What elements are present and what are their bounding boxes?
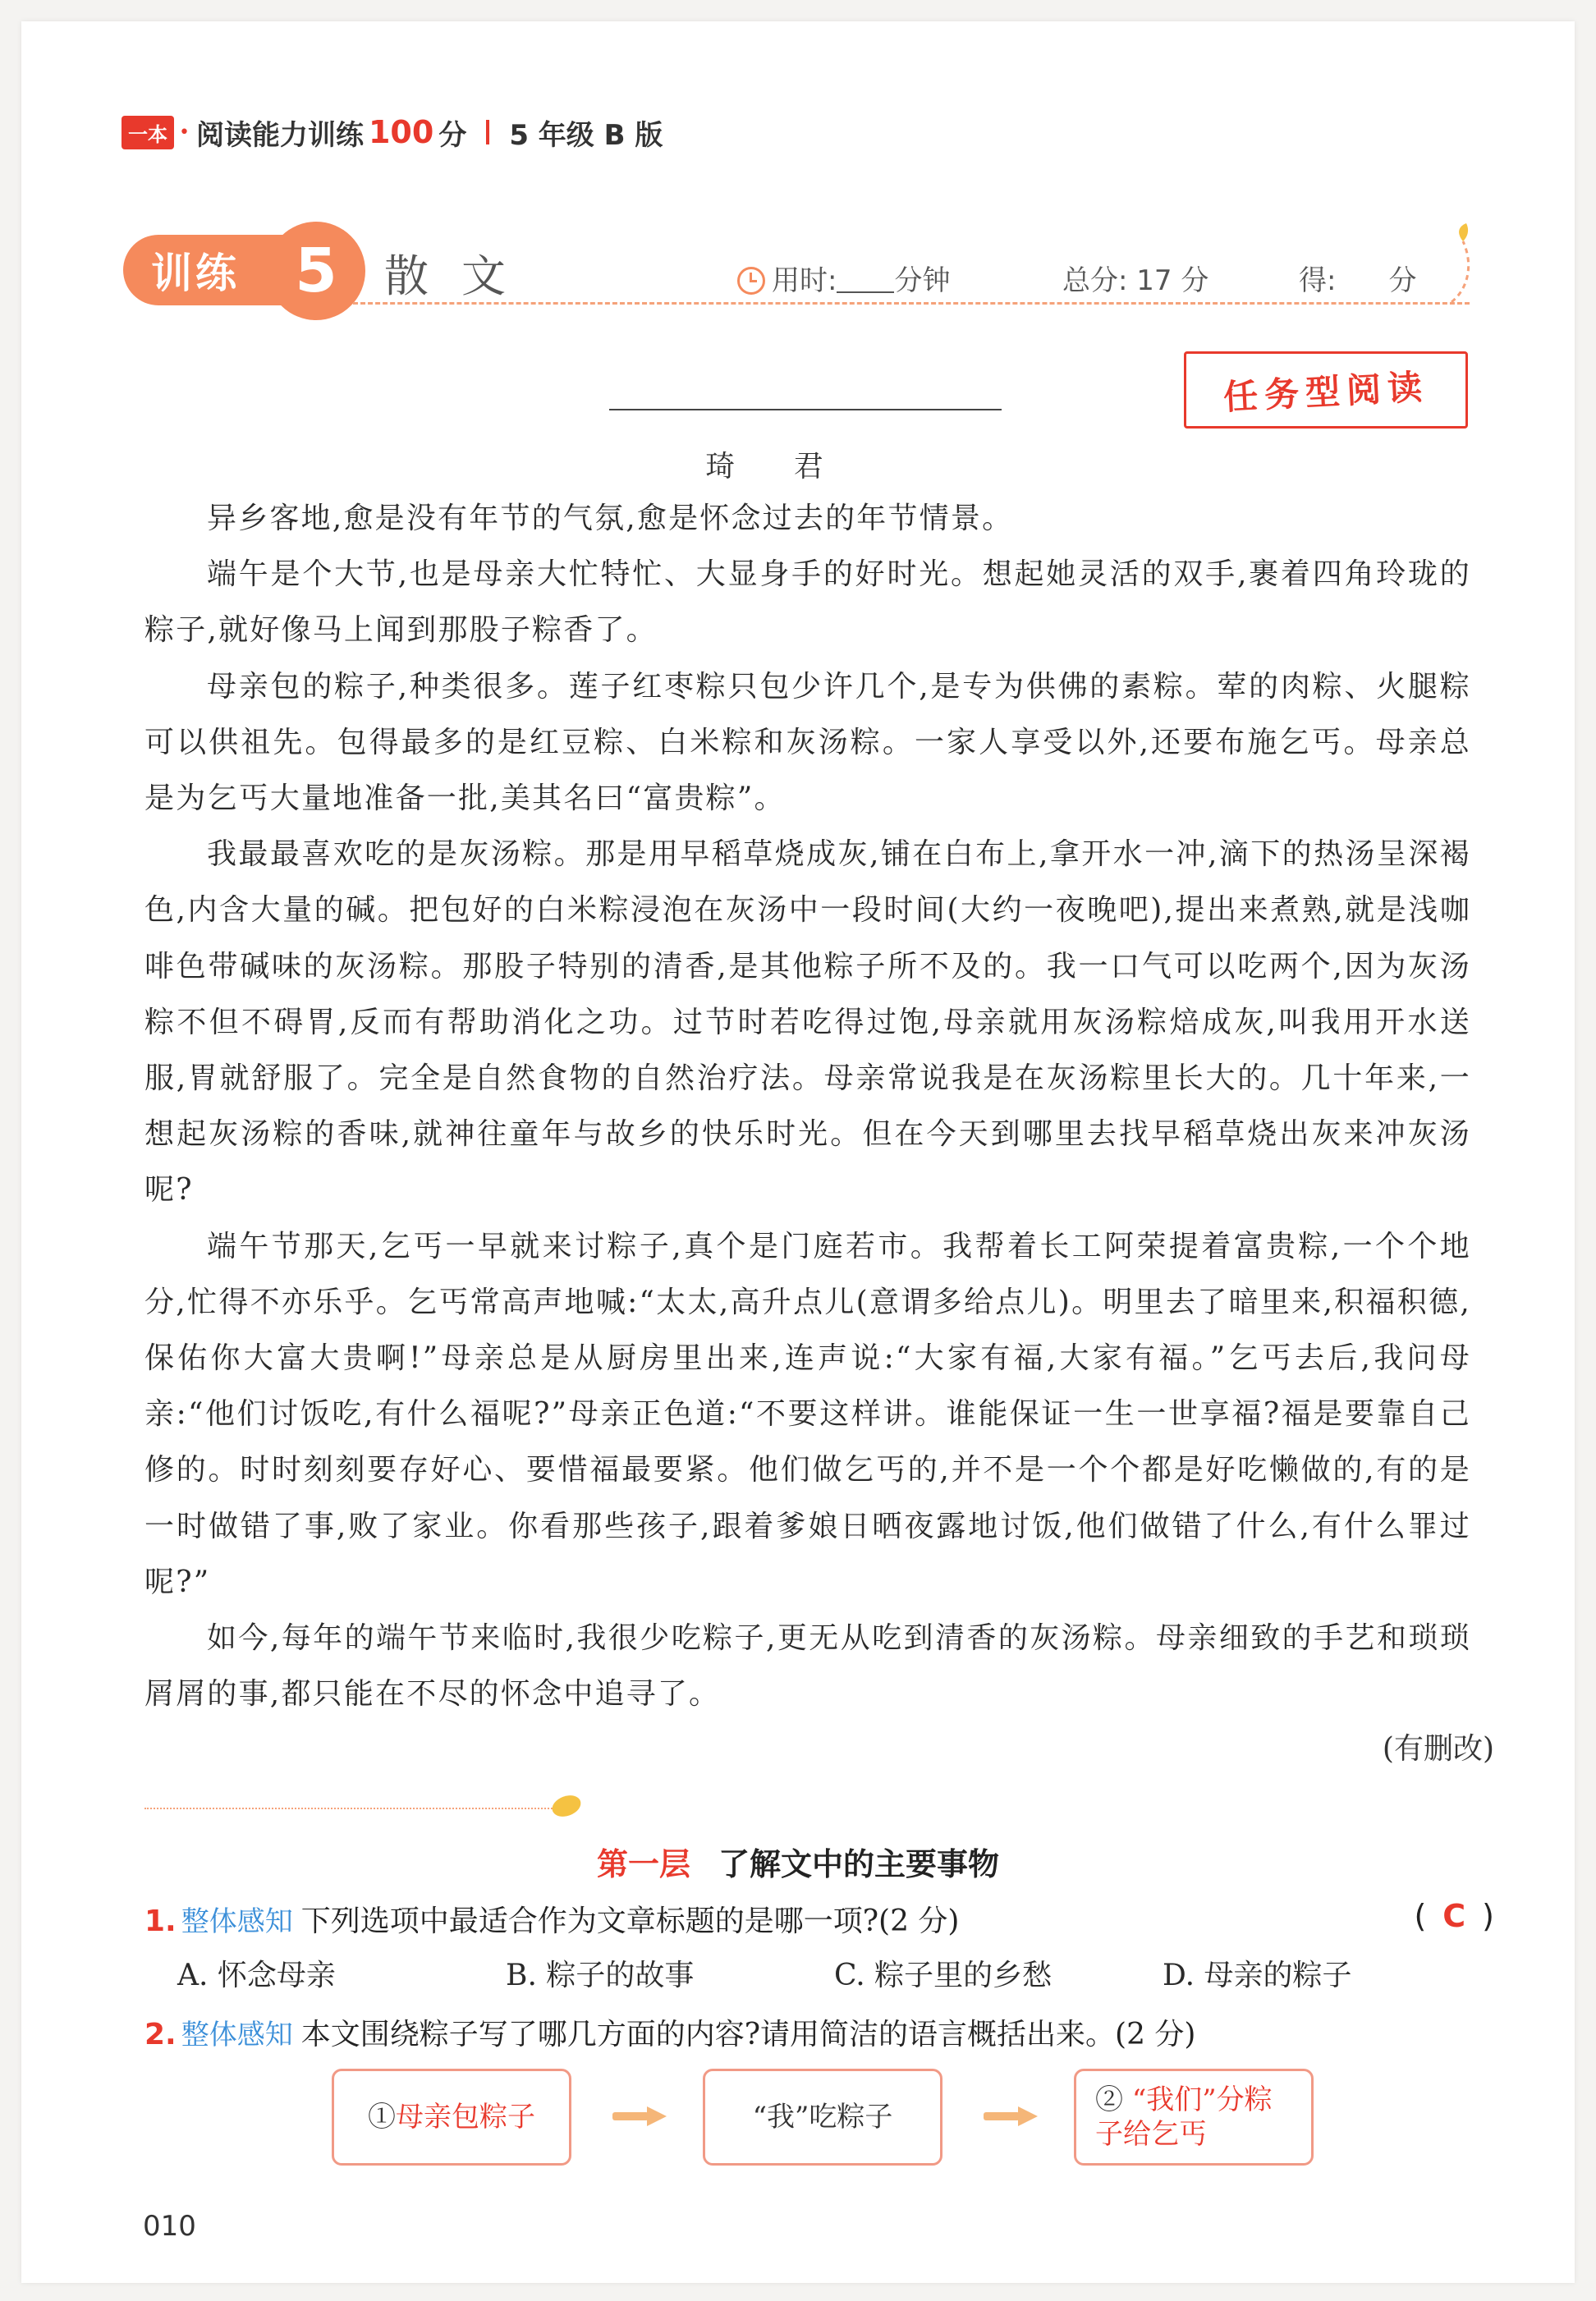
flow-box-1[interactable] [332,2069,571,2166]
handwritten-answer: “我们”分粽子给乞丐 [1095,2083,1273,2151]
lesson-header [123,222,1470,320]
clock-icon [737,267,765,295]
sprout-icon [1445,222,1478,304]
option-a[interactable]: A. 怀念母亲 [177,1959,336,1992]
score-unit: 分 [1388,264,1417,297]
lesson-number: 5 [267,222,365,320]
circled-number: ② [1095,2083,1123,2116]
answer-open-paren: ( [1414,1898,1427,1934]
title-blank-line[interactable] [609,409,1002,410]
book-title: 阅读能力训练 [195,118,364,152]
layer-heading [0,1839,1596,1884]
question-1 [144,1898,959,1940]
article-paragraph: 如今,每年的端午节来临时,我很少吃粽子,更无从吃到清香的灰汤粽。母亲细致的手艺和琐琐屑屑的事,都只能在不尽的怀念中追寻了。 [144,1621,1471,1712]
question-tag: 整体感知 [181,2019,293,2051]
flow-box-text [1095,2083,1292,2152]
lesson-label: 训练 [151,250,240,297]
circled-number: ① [368,2101,396,2134]
layer-title: 第一层 [596,1846,690,1882]
layer-subtitle: 了解文中的主要事物 [718,1846,1000,1882]
section-divider [144,1808,555,1809]
article-author: 琦 君 [705,450,848,484]
time-field [737,258,950,298]
score-label: 得: [1299,264,1337,297]
question-text: 本文围绕粽子写了哪几方面的内容?请用简洁的语言概括出来。(2 分) [300,2018,1196,2051]
header-divider [486,120,489,144]
flow-box-text: “我”吃粽子 [752,2101,893,2134]
book-score-unit: 分 [438,118,467,152]
flow-box-text [368,2100,535,2134]
option-b[interactable]: B. 粽子的故事 [506,1959,695,1992]
question-number: 2. [144,2018,177,2051]
book-header [122,113,663,151]
article-paragraph: 我最最喜欢吃的是灰汤粽。那是用早稻草烧成灰,铺在白布上,拿开水一冲,滴下的热汤呈深褐色,内含大量的碱。把包好的白米粽浸泡在灰汤中一段时间(大约一夜晚吧),提出来煮熟,就是浅咖啡色带碱味的灰汤粽。那股子特别的清香,是其他粽子所不及的。我一口气可以吃两个,因为灰汤粽不但不碍胃,反而有帮助消化之功。过节时若吃得过饱,母亲就用灰汤粽焙成灰,叫我用开水送服,胃就舒服了。完全是自然食物的自然治疗法。母亲常说我是在灰汤粽里长大的。几十年来,一想起灰汤粽的香味,就神往童年与故乡的快乐时光。但在今天到哪里去找早稻草烧出灰来冲灰汤呢? [144,837,1472,1208]
flow-box-3[interactable] [1074,2069,1314,2166]
option-d[interactable]: D. 母亲的粽子 [1163,1959,1352,1992]
answer-value: C [1442,1898,1466,1934]
question-2 [144,2011,1195,2053]
option-c[interactable]: C. 粽子里的乡愁 [834,1959,1053,1992]
question-tag: 整体感知 [181,1905,293,1938]
handwritten-answer: 母亲包粽子 [396,2101,535,2134]
article-paragraph: 端午是个大节,也是母亲大忙特忙、大显身手的好时光。想起她灵活的双手,裹着四角玲珑的粽子,就好像马上闻到那股子粽香了。 [144,557,1471,648]
task-reading-tag [1184,351,1468,429]
page-number: 010 [143,2210,196,2243]
arrow-right-icon [984,2106,1038,2126]
book-score: 100 [368,114,434,150]
lesson-dashed-line [353,302,1470,305]
answer-close-paren: ) [1482,1898,1494,1934]
time-label: 用时: [772,264,837,297]
task-tag-label: 任务型阅读 [1222,366,1430,418]
article-body [144,491,1471,1722]
question-1-answer[interactable] [1414,1898,1494,1934]
question-number: 1. [144,1905,177,1938]
arrow-right-icon [612,2106,667,2126]
article-paragraph: 端午节那天,乞丐一早就来讨粽子,真个是门庭若市。我帮着长工阿荣提着富贵粽,一个个地分,忙得不亦乐乎。乞丐常高声地喊:“太太,高升点儿(意谓多给点儿)。明里去了暗里来,积福积德,保佑你大富大贵啊!”母亲总是从厨房里出来,连声说:“大家有福,大家有福。”乞丐去后,我问母亲:“他们讨饭吃,有什么福呢?”母亲正色道:“不要这样讲。谁能保证一生一世享福?福是要靠自己修的。时时刻刻要存好心、要惜福最要紧。他们做乞丐的,并不是一个个都是好吃懒做的,有的是一时做错了事,败了家业。你看那些孩子,跟着爹娘日晒夜露地讨饭,他们做错了什么,有什么罪过呢?” [144,1229,1471,1599]
total-score: 总分: 17 分 [1062,264,1209,297]
book-grade: 5 年级 B 版 [509,118,663,152]
question-text: 下列选项中最适合作为文章标题的是哪一项?(2 分) [300,1905,960,1938]
brand-dots: • [179,121,190,143]
flow-box-2 [703,2069,942,2166]
article-paragraph: 异乡客地,愈是没有年节的气氛,愈是怀念过去的年节情景。 [207,502,1014,535]
time-input[interactable] [837,267,894,293]
score-field [1299,258,1416,298]
article-source-note: (有删改) [1382,1732,1494,1766]
lesson-genre: 散文 [384,250,539,302]
brand-logo: 一本 [122,116,174,149]
time-unit: 分钟 [894,264,951,297]
article-paragraph: 母亲包的粽子,种类很多。莲子红枣粽只包少许几个,是专为供佛的素粽。荤的肉粽、火腿粽可以供祖先。包得最多的是红豆粽、白米粽和灰汤粽。一家人享受以外,还要布施乞丐。母亲总是为乞丐大量地准备一批,美其名曰“富贵粽”。 [144,669,1471,816]
